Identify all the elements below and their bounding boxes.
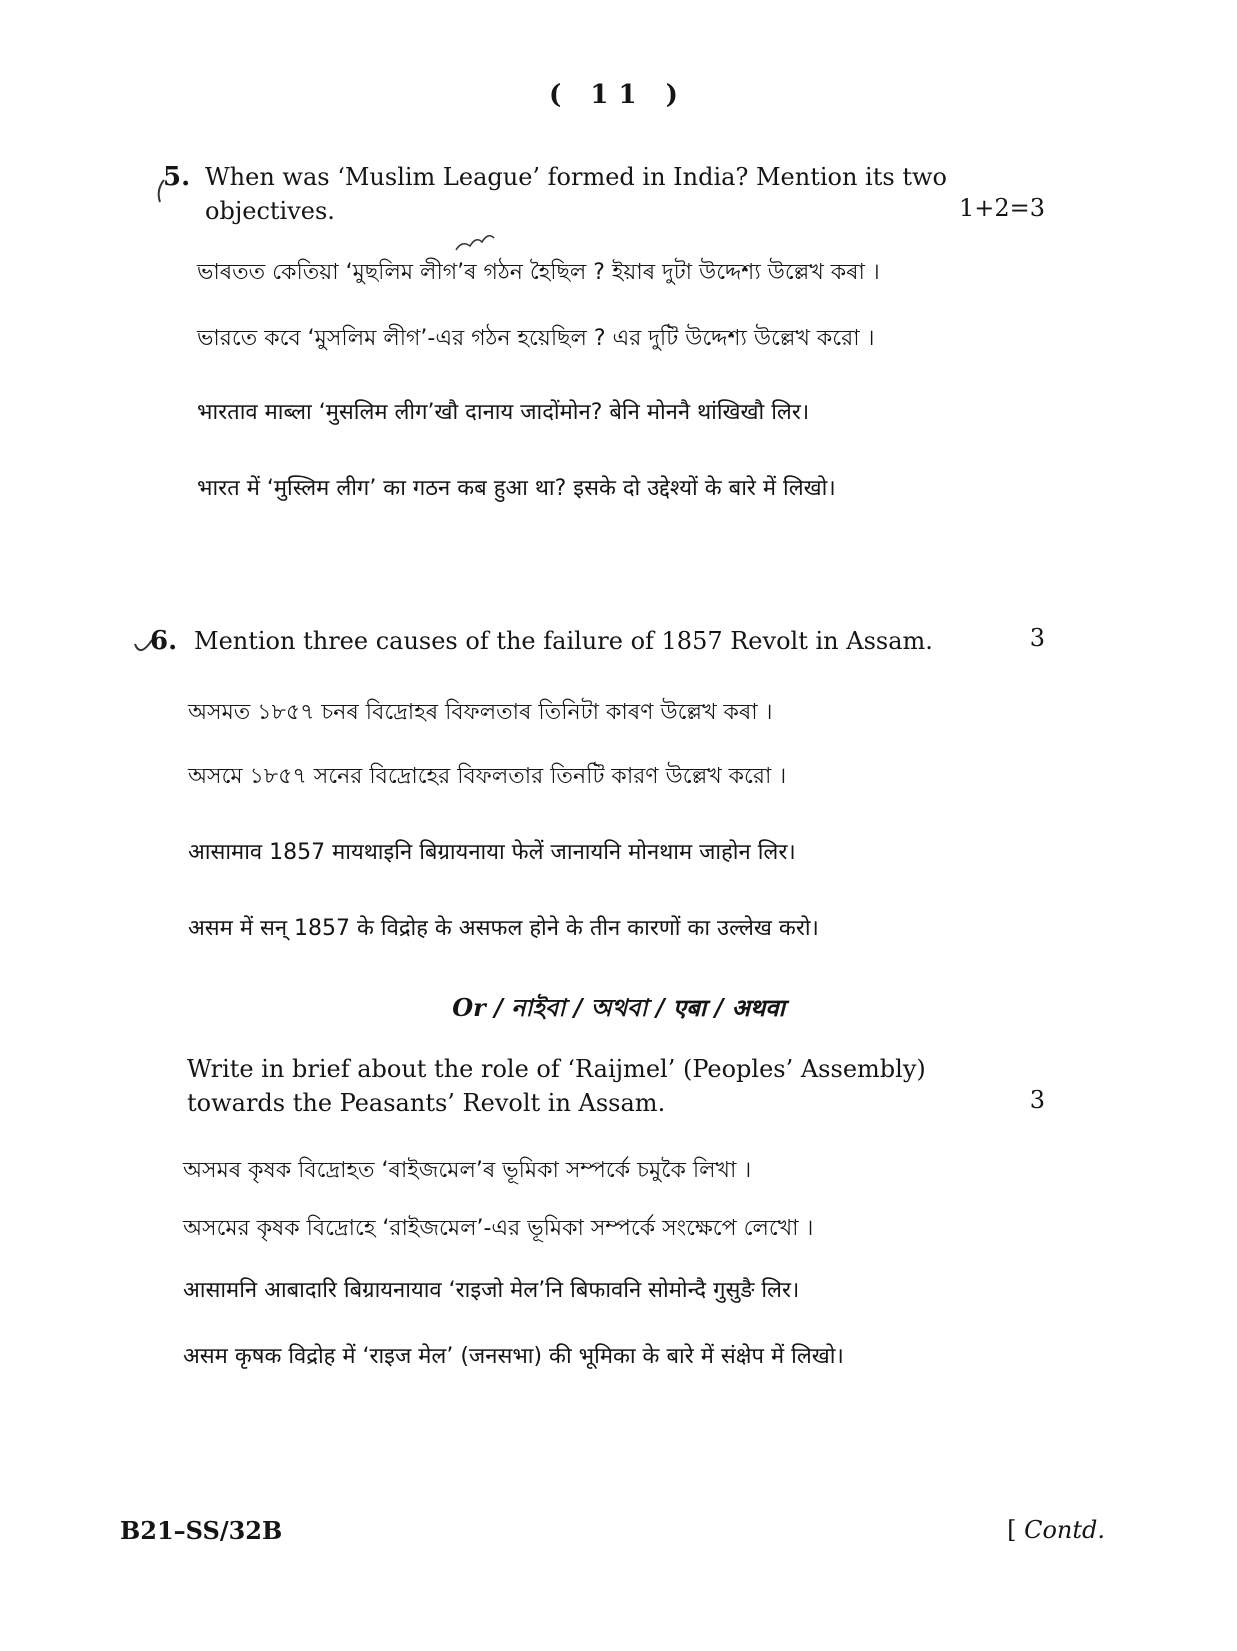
question-text: Mention three causes of the failure of 1857 Revolt in Assam. bbox=[194, 627, 933, 655]
question-marks: 1+2=3 bbox=[958, 194, 1045, 222]
continued-note bbox=[1007, 1516, 1105, 1544]
translation-bodo: भारताव माब्ला ‘मुसलिम लीग’खौ दानाय जादोंमोन? बेनि मोननै थांखिखौ लिर। bbox=[197, 400, 810, 425]
translation-bodo: आसामाव 1857 मायथाइनि बिग्रायनाया फेलें जानायनि मोनथाम जाहोन लिर। bbox=[188, 840, 796, 865]
translation-bengali: ভারতে কবে ‘মুসলিম লীগ’-এর গঠন হয়েছিল ? এর দুটি উদ্দেশ্য উল্লেখ করো । bbox=[197, 326, 875, 351]
continued-text: Contd. bbox=[1024, 1516, 1105, 1544]
translation-hindi: असम में सन् 1857 के विद्रोह के असफल होने के तीन कारणों का उल्लेख करो। bbox=[188, 916, 819, 941]
continued-bracket: [ bbox=[1007, 1516, 1017, 1544]
translation-assamese: অসমত ১৮৫৭ চনৰ বিদ্ৰোহৰ বিফলতাৰ তিনিটা কাৰণ উল্লেখ কৰা । bbox=[188, 700, 773, 725]
or-separator: Or / নাইবা / অথবা / एबा / अथवा bbox=[452, 993, 785, 1022]
pen-tick-mark bbox=[152, 176, 172, 206]
question-text-line1: When was ‘Muslim League’ formed in India? Mention its two bbox=[205, 163, 947, 191]
alt-question-text-line2: towards the Peasants’ Revolt in Assam. bbox=[187, 1089, 666, 1117]
alt-translation-hindi: असम कृषक विद्रोह में ‘राइज मेल’ (जनसभा) की भूमिका के बारे में संक्षेप में लिखो। bbox=[183, 1344, 844, 1369]
alt-translation-assamese: অসমৰ কৃষক বিদ্ৰোহত ‘ৰাইজমেল’ৰ ভূমিকা সম্পৰ্কে চমুকৈ লিখা । bbox=[183, 1158, 752, 1183]
alt-question-text-line1: Write in brief about the role of ‘Raijmel’ (Peoples’ Assembly) bbox=[187, 1055, 926, 1083]
paper-code: B21–SS/32B bbox=[120, 1516, 283, 1545]
alt-translation-bengali: অসমের কৃষক বিদ্রোহে ‘রাইজমেল’-এর ভূমিকা সম্পর্কে সংক্ষেপে লেখো । bbox=[183, 1216, 814, 1241]
question-text-line2: objectives. bbox=[205, 197, 335, 225]
translation-bengali: অসমে ১৮৫৭ সনের বিদ্রোহের বিফলতার তিনটি কারণ উল্লেখ করো । bbox=[188, 764, 787, 789]
page-number: ( 11 ) bbox=[549, 80, 688, 110]
question-number: 6. bbox=[150, 626, 178, 656]
handwritten-annotation bbox=[452, 228, 500, 258]
question-marks: 3 bbox=[1029, 624, 1045, 652]
question-number: 5. bbox=[163, 162, 191, 192]
translation-assamese: ভাৰতত কেতিয়া ‘মুছলিম লীগ’ৰ গঠন হৈছিল ? ইয়াৰ দুটা উদ্দেশ্য উল্লেখ কৰা । bbox=[197, 260, 880, 285]
alt-question-marks: 3 bbox=[1029, 1086, 1045, 1114]
alt-translation-bodo: आसामनि आबादारि बिग्रायनायाव ‘राइजो मेल’नि बिफावनि सोमोन्दै गुसुङै लिर। bbox=[183, 1278, 800, 1303]
translation-hindi: भारत में ‘मुस्लिम लीग’ का गठन कब हुआ था? इसके दो उद्देश्यों के बारे में लिखो। bbox=[197, 476, 836, 501]
